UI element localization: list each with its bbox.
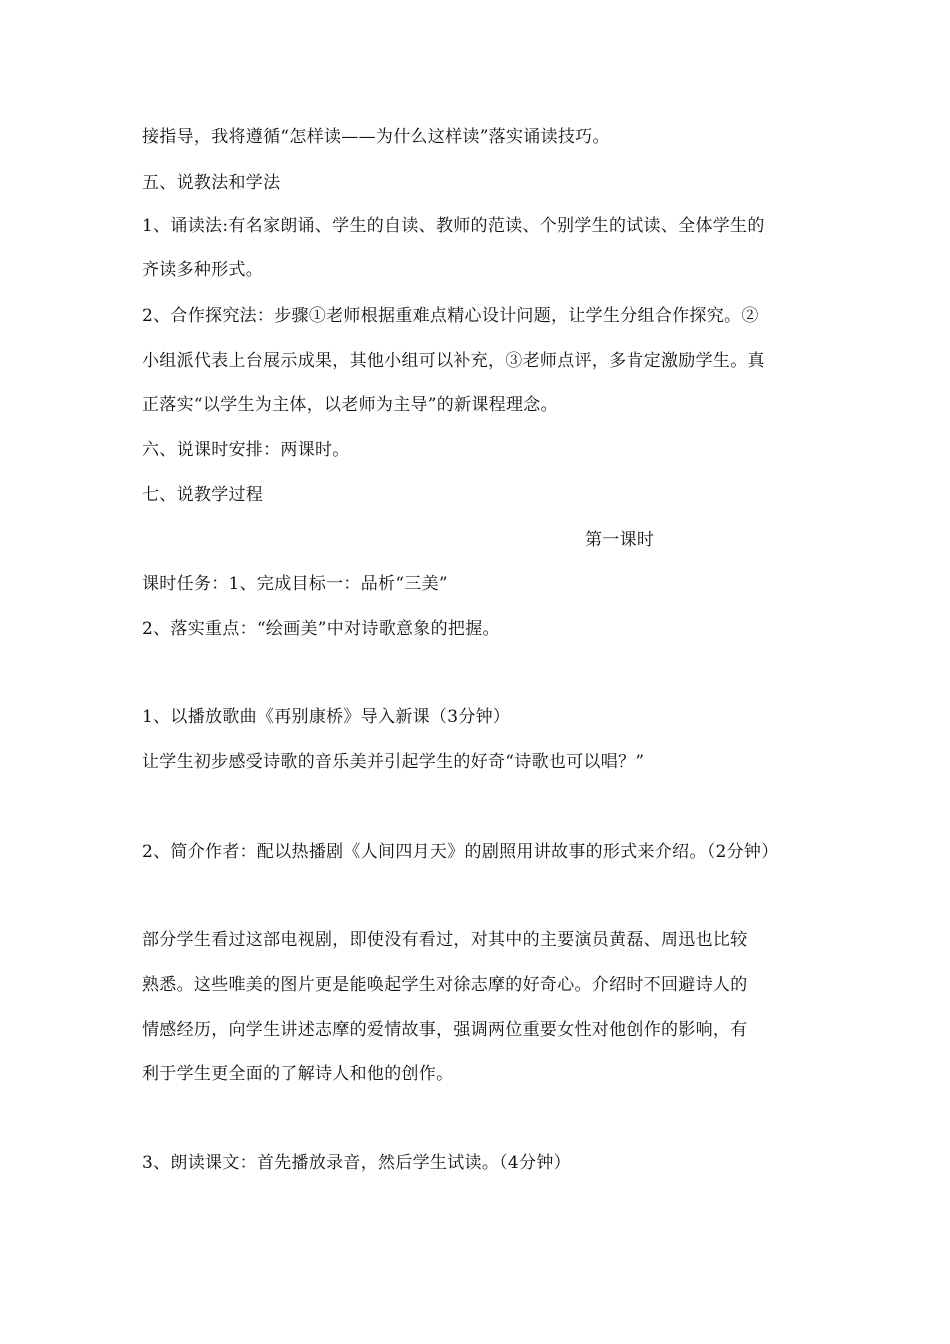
- paragraph-line: 齐读多种形式。: [142, 260, 264, 280]
- paragraph-line: 小组派代表上台展示成果，其他小组可以补充，③老师点评，多肯定激励学生。真: [142, 351, 765, 371]
- section-heading: 七、说教学过程: [142, 485, 264, 505]
- paragraph-line: 熟悉。这些唯美的图片更是能唤起学生对徐志摩的好奇心。介绍时不回避诗人的: [142, 975, 748, 995]
- step-heading: 2、简介作者：配以热播剧《人间四月天》的剧照用讲故事的形式来介绍。（2分钟）: [142, 842, 779, 862]
- section-heading: 五、说教法和学法: [142, 173, 281, 193]
- step-heading: 3、朗读课文：首先播放录音，然后学生试读。（4分钟）: [142, 1153, 571, 1173]
- paragraph-line: 接指导，我将遵循“怎样读——为什么这样读”落实诵读技巧。: [142, 127, 610, 147]
- paragraph-line: 情感经历，向学生讲述志摩的爱情故事，强调两位重要女性对他创作的影响，有: [142, 1020, 748, 1040]
- step-heading: 1、以播放歌曲《再别康桥》导入新课（3分钟）: [142, 707, 511, 727]
- paragraph-line: 让学生初步感受诗歌的音乐美并引起学生的好奇“诗歌也可以唱？”: [142, 752, 645, 772]
- lesson-title: 第一课时: [585, 530, 655, 550]
- section-heading: 六、说课时安排：两课时。: [142, 440, 350, 460]
- paragraph-line: 2、合作探究法：步骤①老师根据重难点精心设计问题，让学生分组合作探究。②: [142, 306, 759, 326]
- paragraph-line: 利于学生更全面的了解诗人和他的创作。: [142, 1064, 454, 1084]
- paragraph-line: 部分学生看过这部电视剧，即使没有看过，对其中的主要演员黄磊、周迅也比较: [142, 930, 748, 950]
- paragraph-line: 1、诵读法:有名家朗诵、学生的自读、教师的范读、个别学生的试读、全体学生的: [142, 216, 765, 236]
- paragraph-line: 2、落实重点：“绘画美”中对诗歌意象的把握。: [142, 619, 500, 639]
- paragraph-line: 正落实“以学生为主体，以老师为主导”的新课程理念。: [142, 395, 558, 415]
- paragraph-line: 课时任务：1、完成目标一：品析“三美”: [142, 574, 448, 594]
